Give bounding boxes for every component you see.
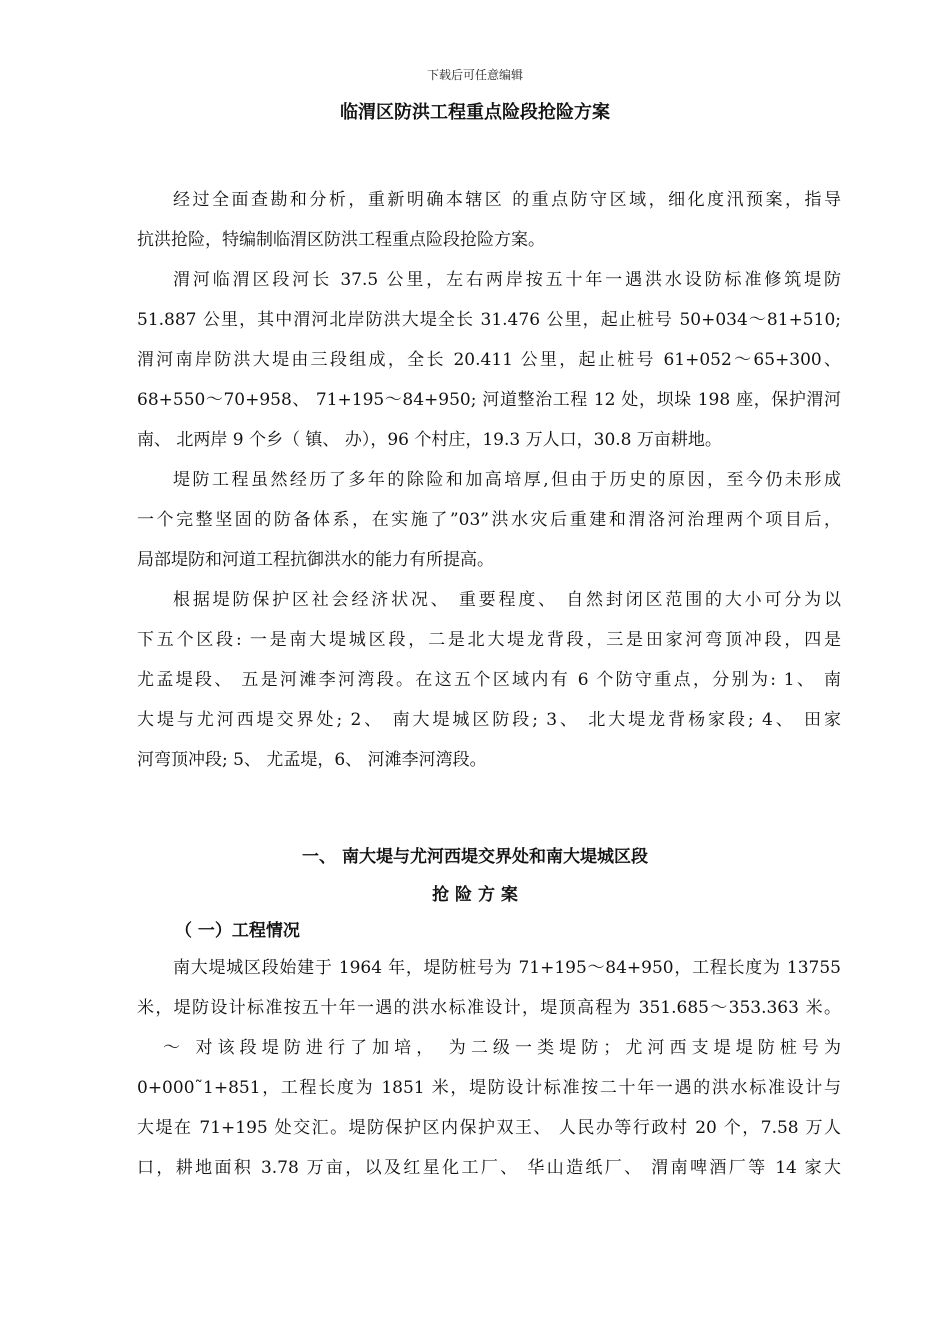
text-line: ～ 对该段堤防进行了加培， 为二级一类堤防；尤河西支堤堤防桩号为 xyxy=(163,1038,841,1058)
text-line: 渭河临渭区段河长 37.5 公里，左右两岸按五十年一遇洪水设防标准修筑堤防 xyxy=(173,270,841,290)
text-line: 口，耕地面积 3.78 万亩，以及红星化工厂、 华山造纸厂、 渭南啤酒厂等 14 家大 xyxy=(137,1158,841,1178)
text-line: 根据堤防保护区社会经济状况、 重要程度、 自然封闭区范围的大小可分为以 xyxy=(173,590,841,610)
text-line: 一个完整坚固的防备体系，在实施了”03”洪水灾后重建和渭洛河治理两个项目后， xyxy=(137,510,841,530)
paragraph xyxy=(137,580,841,780)
text-line: 河弯顶冲段; 5、 尤孟堤，6、 河滩李河湾段。 xyxy=(137,750,487,770)
text-line: 51.887 公里，其中渭河北岸防洪大堤全长 31.476 公里，起止桩号 50+034～81+510; xyxy=(137,310,841,330)
text-line: 渭河南岸防洪大堤由三段组成，全长 20.411 公里，起止桩号 61+052～65+300、 xyxy=(137,350,841,370)
text-line: 南、 北两岸 9 个乡（ 镇、 办），96 个村庄，19.3 万人口，30.8 万亩耕地。 xyxy=(137,430,722,450)
text-line: 堤防工程虽然经历了多年的除险和加高培厚,但由于历史的原因，至今仍未形成 xyxy=(173,470,841,490)
document-body xyxy=(137,180,841,780)
text-line: 抗洪抢险，特编制临渭区防洪工程重点险段抢险方案。 xyxy=(137,230,545,250)
paragraph xyxy=(137,180,841,260)
text-line: 下五个区段: 一是南大堤城区段，二是北大堤龙背段，三是田家河弯顶冲段，四是 xyxy=(137,630,841,650)
section-body xyxy=(137,948,841,1188)
text-line: 大堤在 71+195 处交汇。堤防保护区内保护双王、 人民办等行政村 20 个，7.58 万人 xyxy=(137,1118,841,1138)
header-note: 下载后可任意编辑 xyxy=(426,68,523,82)
document-title: 临渭区防洪工程重点险段抢险方案 xyxy=(340,102,610,123)
text-line: 0+000˜1+851，工程长度为 1851 米，堤防设计标准按二十年一遇的洪水标准设计与 xyxy=(137,1078,841,1098)
paragraph xyxy=(137,260,841,460)
text-line: 米，堤防设计标准按五十年一遇的洪水标准设计，堤顶高程为 351.685～353.363 米。 xyxy=(137,998,841,1018)
text-line: 尤孟堤段、 五是河滩李河湾段。在这五个区域内有 6 个防守重点，分别为: 1、 南 xyxy=(137,670,841,690)
text-line: 局部堤防和河道工程抗御洪水的能力有所提高。 xyxy=(137,550,494,570)
text-line: 经过全面查勘和分析，重新明确本辖区 的重点防守区域，细化度汛预案，指导 xyxy=(173,190,841,210)
subsection-heading: （ 一）工程情况 xyxy=(175,921,300,941)
text-line: 南大堤城区段始建于 1964 年，堤防桩号为 71+195～84+950，工程长度为 13755 xyxy=(173,958,841,978)
text-line: 大堤与尤河西堤交界处; 2、 南大堤城区防段; 3、 北大堤龙背杨家段; 4、 田家 xyxy=(137,710,841,730)
text-line: 68+550～70+958、 71+195～84+950; 河道整治工程 12 处，坝垛 198 座，保护渭河 xyxy=(137,390,841,410)
paragraph xyxy=(137,460,841,580)
section-subheading: 抢 险 方 案 xyxy=(432,885,518,905)
section-heading: 一、 南大堤与尤河西堤交界处和南大堤城区段 xyxy=(302,847,648,867)
